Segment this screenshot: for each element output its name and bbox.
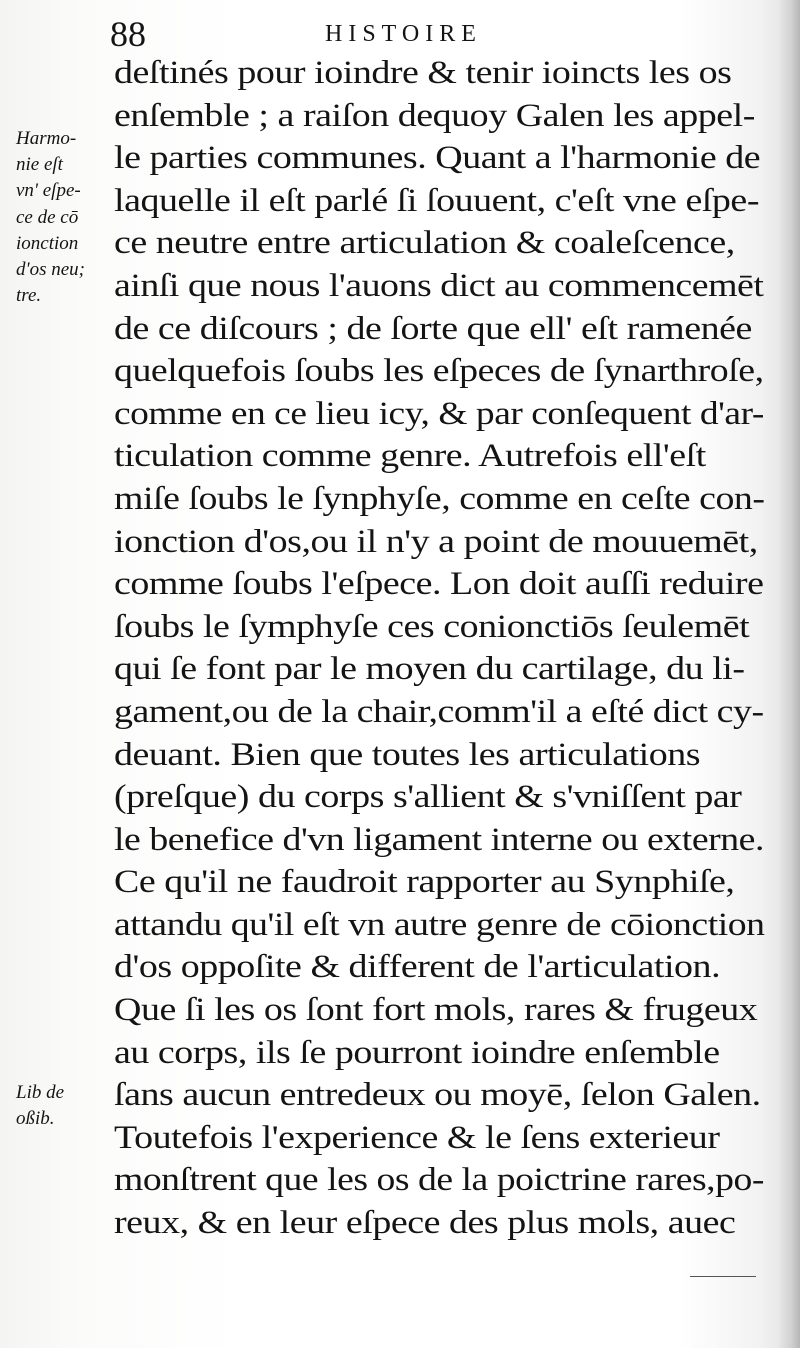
text-line: au corps, ils ſe pourront ioindre enſemble bbox=[114, 1034, 720, 1071]
text-line: attandu qu'il eſt vn autre genre de cōionction bbox=[114, 906, 765, 943]
margin-note-line: Lib de bbox=[16, 1082, 65, 1103]
margin-note-line: tre. bbox=[16, 285, 42, 307]
text-line: de ce diſcours ; de ſorte que ell' eſt ramenée bbox=[114, 310, 752, 347]
text-line: deſtinés pour ioindre & tenir ioincts les os bbox=[114, 55, 732, 91]
text-line: ainſi que nous l'auons dict au commencemēt bbox=[114, 267, 764, 304]
margin-note-harmonie bbox=[16, 126, 85, 309]
text-line: ce neutre entre articulation & coaleſcence, bbox=[114, 225, 735, 262]
margin-note-line: ionction bbox=[16, 232, 79, 254]
margin-note-line: oßib. bbox=[16, 1108, 55, 1130]
margin-note-line: Harmo- bbox=[16, 128, 77, 149]
text-line: quelquefois ſoubs les eſpeces de ſynarthroſe, bbox=[114, 353, 764, 390]
text-line: qui ſe font par le moyen du cartilage, du li- bbox=[114, 651, 745, 688]
text-line: Ce qu'il ne faudroit rapporter au Synphiſe, bbox=[114, 864, 735, 901]
text-line: reux, & en leur eſpece des plus mols, auec bbox=[114, 1205, 736, 1242]
running-title: HISTOIRE bbox=[325, 21, 482, 47]
margin-note-line: ce de cō bbox=[16, 206, 79, 228]
text-line: deuant. Bien que toutes les articulations bbox=[114, 736, 701, 773]
margin-note-line: vn' eſpe- bbox=[16, 180, 81, 202]
text-line: comme en ce lieu icy, & par conſequent d'ar- bbox=[114, 395, 764, 432]
text-line: gament,ou de la chair,comm'il a eſté dict cy- bbox=[114, 693, 764, 730]
text-line: comme ſoubs l'eſpece. Lon doit auſſi reduire bbox=[114, 566, 764, 603]
text-line: monſtrent que les os de la poictrine rares,po- bbox=[114, 1162, 764, 1199]
text-line: (preſque) du corps s'allient & s'vniſſent par bbox=[114, 779, 742, 816]
text-line: Que ſi les os ſont fort mols, rares & frugeux bbox=[114, 992, 758, 1029]
text-line: Toutefois l'experience & le ſens exterieur bbox=[114, 1119, 720, 1156]
text-line: d'os oppoſite & different de l'articulation. bbox=[114, 949, 721, 986]
text-line: laquelle il eſt parlé ſi ſouuent, c'eſt vne eſpe- bbox=[114, 182, 760, 219]
margin-note-line: nie eſt bbox=[16, 154, 63, 176]
text-line: ſans aucun entredeux ou moyē, ſelon Galen. bbox=[114, 1077, 761, 1114]
text-line: le benefice d'vn ligament interne ou externe. bbox=[114, 821, 764, 858]
text-line: ticulation comme genre. Autrefois ell'eſt bbox=[114, 438, 706, 475]
text-line: enſemble ; a raiſon dequoy Galen les appel- bbox=[114, 97, 755, 134]
page-number: 88 bbox=[110, 14, 146, 54]
text-line: ſoubs le ſymphyſe ces conionctiōs ſeulemēt bbox=[114, 608, 750, 645]
text-line: miſe ſoubs le ſynphyſe, comme en ceſte con- bbox=[114, 480, 765, 517]
text-line: le parties communes. Quant a l'harmonie de bbox=[114, 140, 761, 177]
main-text-block bbox=[114, 52, 764, 1245]
catchword-rule bbox=[690, 1276, 756, 1277]
text-line: ionction d'os,ou il n'y a point de mouuemēt, bbox=[114, 523, 758, 560]
margin-note-line: d'os neu; bbox=[16, 258, 85, 280]
margin-note-lib-de-ossib bbox=[16, 1080, 64, 1132]
